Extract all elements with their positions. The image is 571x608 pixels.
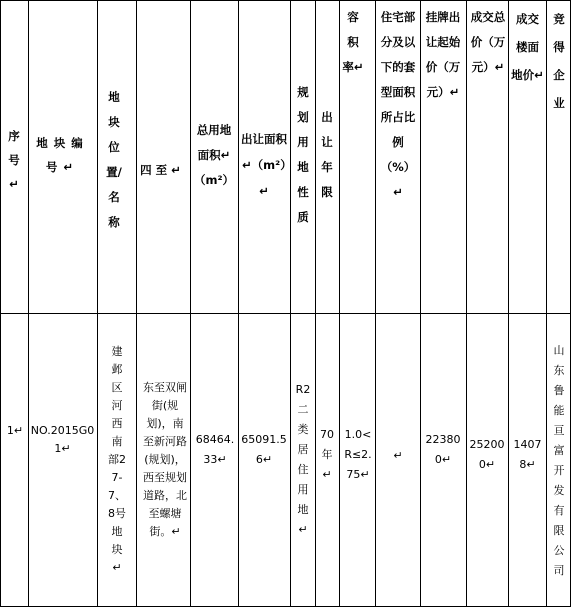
col-divider bbox=[339, 0, 340, 607]
header-total-area bbox=[193, 80, 235, 230]
header-total-price bbox=[469, 5, 507, 125]
row-total-area-text: 68464.33↵ bbox=[195, 433, 235, 466]
col-divider bbox=[0, 0, 1, 607]
row-housing-ratio-text: ↵ bbox=[393, 448, 403, 462]
header-parcel-no bbox=[30, 120, 95, 190]
header-parcel-no-text: 地块编号↵ bbox=[36, 136, 89, 174]
header-row-divider bbox=[0, 313, 571, 314]
row-term-text: 70年↵ bbox=[320, 428, 334, 481]
header-winner-text: 竞得企业 bbox=[553, 12, 565, 110]
header-term-text: 出让年限 bbox=[321, 110, 333, 199]
row-boundaries bbox=[143, 316, 187, 604]
header-total-price-text: 成交总价（万元）↵ bbox=[470, 10, 506, 74]
col-divider bbox=[508, 0, 509, 607]
row-location bbox=[108, 330, 126, 590]
row-winner bbox=[550, 320, 568, 602]
col-divider bbox=[190, 0, 191, 607]
row-start-price bbox=[423, 420, 463, 480]
header-land-use bbox=[293, 30, 313, 280]
row-transfer-area bbox=[241, 420, 287, 480]
header-total-area-text: 总用地面积↵（m²） bbox=[193, 122, 235, 187]
header-transfer-area-text: 出让面积↵（m²）↵ bbox=[241, 132, 287, 198]
header-seq bbox=[4, 100, 24, 220]
row-land-use-text: R2二类居住用地↵ bbox=[295, 383, 311, 536]
row-land-use bbox=[294, 360, 312, 560]
row-seq-text: 1↵ bbox=[6, 423, 24, 437]
header-far-text: 容积率↵ bbox=[342, 10, 364, 74]
col-divider bbox=[97, 0, 98, 607]
row-floor-price bbox=[511, 430, 544, 480]
row-parcel-no bbox=[30, 400, 95, 480]
row-winner-text: 山东鲁能亘富开发有限公司 bbox=[553, 344, 565, 577]
header-housing-ratio-text: 住宅部分及以下的套型面积所占比例（%）↵ bbox=[380, 10, 416, 199]
row-term bbox=[318, 410, 336, 500]
col-divider bbox=[28, 0, 29, 607]
header-land-use-text: 规划用地性质 bbox=[297, 85, 309, 224]
header-floor-price-text: 成交楼面地价↵ bbox=[511, 12, 544, 82]
header-start-price-text: 挂牌出让起始价（万元）↵ bbox=[425, 10, 461, 99]
col-divider bbox=[420, 0, 421, 607]
row-start-price-text: 223800↵ bbox=[425, 433, 461, 466]
header-location bbox=[103, 60, 125, 260]
col-divider bbox=[466, 0, 467, 607]
row-location-text: 建邺区河西南部27-7、8号地块↵ bbox=[108, 345, 126, 574]
row-far-text: 1.0<R≤2.75↵ bbox=[344, 428, 372, 481]
row-total-area bbox=[193, 420, 237, 480]
row-parcel-no-text: NO.2015G01↵ bbox=[30, 424, 95, 455]
table-border-bottom bbox=[0, 606, 571, 607]
header-boundaries bbox=[140, 150, 185, 190]
col-divider bbox=[375, 0, 376, 607]
row-transfer-area-text: 65091.56↵ bbox=[241, 433, 287, 466]
header-boundaries-text: 四至↵ bbox=[140, 163, 185, 177]
col-divider bbox=[238, 0, 239, 607]
row-total-price bbox=[469, 430, 505, 480]
row-total-price-text: 252000↵ bbox=[469, 438, 505, 471]
row-seq bbox=[2, 380, 28, 480]
header-seq-text: 序号↵ bbox=[8, 129, 20, 191]
header-location-text: 地块位置/名称 bbox=[106, 90, 122, 229]
table-border-top bbox=[0, 0, 571, 1]
header-far bbox=[342, 5, 364, 95]
row-housing-ratio bbox=[378, 440, 418, 470]
col-divider bbox=[136, 0, 137, 607]
col-divider bbox=[546, 0, 547, 607]
row-floor-price-text: 14078↵ bbox=[513, 438, 542, 471]
header-start-price bbox=[423, 5, 463, 185]
header-transfer-area bbox=[241, 115, 287, 215]
header-term bbox=[318, 60, 336, 250]
col-divider bbox=[290, 0, 291, 607]
header-housing-ratio bbox=[378, 5, 418, 305]
header-floor-price bbox=[511, 5, 544, 185]
row-boundaries-text: 东至双闸街(规划)，南至新河路(规划)，西至规划道路，北至螺塘街。↵ bbox=[143, 381, 187, 538]
col-divider bbox=[315, 0, 316, 607]
header-winner bbox=[549, 5, 569, 125]
row-far bbox=[342, 410, 374, 500]
